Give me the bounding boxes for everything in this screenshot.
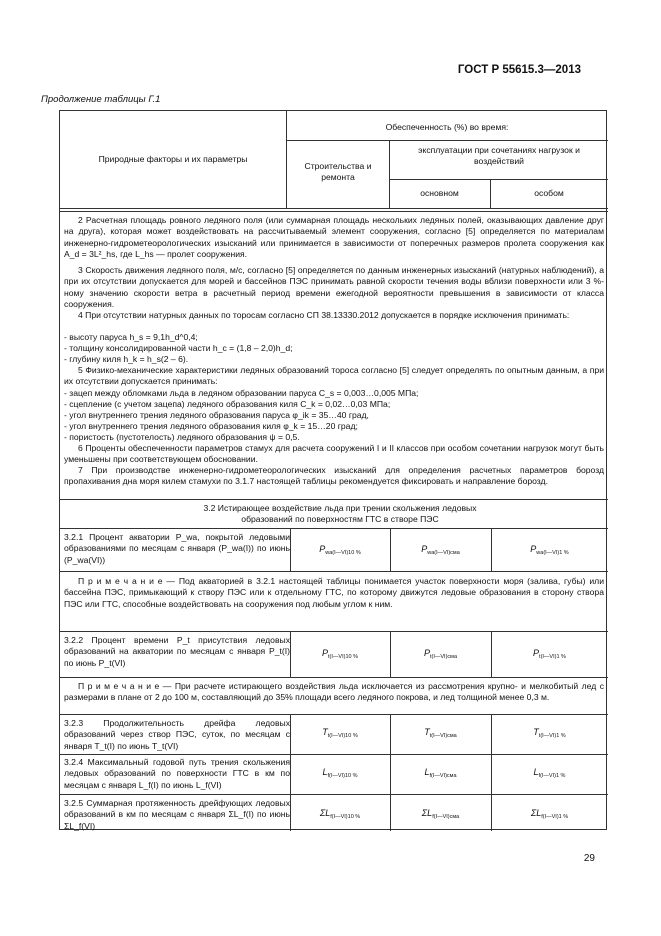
row-label-3-2-3: 3.2.3 Продолжительность дрейфа ледовых образований через створ ПЭС, суток, по месяцам с января T_t(I) по июнь T_t(VI) [64,718,290,751]
row-label-3-2-4: 3.2.4 Максимальный годовой путь трения скольжения ледовых образований по поверхности ГТС в км по месяцам с января L_f(I) по июнь L_f(VI) [64,757,290,790]
header-special: особом [534,188,564,198]
header-probability: Обеспеченность (%) во время: [385,122,509,132]
note-item-3: 3 Скорость движения ледяного поля, м/с, согласно [5] определяется по данным инженерных изысканий (натурных наблюдений), а при их отсутствии допускается для морей и бассейнов ПЭС принимать равной скорости течения воды вблизи поверхности или 3 %-ному значению скорости ветра в расчетный период времени ежегодной вероятности превышения в зависимости от класса сооружения. [64,265,604,309]
note-list-item: - угол внутреннего трения ледяного образования паруса φ_ik = 35…40 град, [64,410,369,420]
row-label-3-2-5: 3.2.5 Суммарная протяженность дрейфующих ледовых образований в км по месяцам с января ΣL_f(I) по июнь ΣL_f(VI) [64,798,290,831]
value-cell: $P_{wa(I—VI)1 \%}$ [530,544,569,556]
row-label-3-2-1: 3.2.1 Процент акватории P_wa, покрытой ледовыми образованиями по месяцам с января (P_wa(I)) по июнь (P_wa(VI)) [64,532,290,565]
value-cell: $P_{wa(I—VI)10 \%}$ [319,544,361,556]
value-cell: $L_{f(I—VI)1 \%}$ [533,767,566,779]
value-cell: $T_{t(I—VI)сма}$ [424,727,457,739]
note-list-item: - зацеп между обломками льда в ледяном образовании паруса C_s = 0,003…0,005 МПа; [64,388,419,398]
value-cell: $P_{t(I—VI)10 \%}$ [322,648,358,660]
row-label-3-2-2: 3.2.2 Процент времени P_t присутствия ледовых образований на акватории по месяцам с января P_t(I) по июнь P_t(VI) [64,635,290,668]
page-number: 29 [583,853,595,864]
document-code: ГОСТ Р 55615.3—2013 [457,64,581,76]
note-item-5: 5 Физико-механические характеристики ледяных образований тороса согласно [5] следует определять по опытным данным, а при их отсутствии допускается принимать: [64,365,604,387]
note-list-item: - угол внутреннего трения ледяного образования киля φ_k = 15…20 град; [64,421,358,431]
table [59,110,607,830]
note-list-item: - глубину киля h_k = h_s(2 – 6). [64,354,189,364]
value-cell: $\Sigma L_{f(I—VI)10 \%}$ [319,808,361,820]
value-cell: $\Sigma L_{f(I—VI)сма}$ [421,808,460,820]
note-list-item: - высоту паруса h_s = 9,1h_d^0,4; [64,332,198,342]
note-list-item: - сцепление (с учетом зацепа) ледяного образования киля C_k = 0,02…0,03 МПа; [64,399,391,409]
value-cell: $P_{wa(I—VI)сма}$ [421,544,460,556]
value-cell: $T_{t(I—VI)10 \%}$ [322,727,358,739]
note-item-6: 6 Проценты обеспеченности параметров стамух для расчета сооружений I и II классов при особом сочетании нагрузок могут быть уменьшены при соответствующем обосновании. [64,443,604,465]
note-3-2-2: П р и м е ч а н и е — При расчете истирающего воздействия льда исключается из рассмотрения крупно- и мелкобитый лед с размерами в плане от 2 до 100 м, составляющий до 35% площади всего ледяного покрова, и лед толщиной менее 0,3 м. [64,681,604,703]
note-3-2-1: П р и м е ч а н и е — Под акваторией в 3.2.1 настоящей таблицы понимается участок поверхности моря (залива, губы) или бассейна ПЭС, примыкающий к створу ПЭС или к отдельному ГТС, по которому движутся ледовые образования в сторону створа ПЭС или ГТС, способные воздействовать на сооружения под любым углом к ним. [64,576,604,609]
note-item-4: 4 При отсутствии натурных данных по торосам согласно СП 38.13330.2012 допускается в порядке исключения принимать: [78,310,570,320]
note-list-item: - пористость (пустотелость) ледяного образования ψ = 0,5. [64,432,300,442]
value-cell: $L_{f(I—VI)10 \%}$ [322,767,358,779]
header-factors: Природные факторы и их параметры [98,154,248,164]
value-cell: $T_{t(I—VI)1 \%}$ [533,727,566,739]
value-cell: $\Sigma L_{f(I—VI)1 \%}$ [530,808,569,820]
header-operation: эксплуатации при сочетаниях нагрузок и воздействий [418,145,580,167]
value-cell: $L_{f(I—VI)сма}$ [424,767,457,779]
value-cell: $P_{t(I—VI)сма}$ [423,648,458,660]
note-item-7: 7 При производстве инженерно-гидрометеорологических изысканий для определения расчетных параметров борозд пропахивания дна моря килем стамухи по 3.1.7 настоящей таблицы рекомендуется фиксировать и направление борозд. [64,465,604,487]
header-construction: Строительства и ремонта [304,161,372,183]
note-item-2: 2 Расчетная площадь ровного ледяного поля (или суммарная площадь нескольких ледяных полей, оказывающих давление друг на друга), которая может воздействовать на рассчитываемый элемент сооружения, согласно [5] определяется по материалам инженерно-гидрометеорологических изысканий или принимается в зависимости от поперечных размеров пролета сооружения как A_d = 3L²_hs, где L_hs — пролет сооружения. [64,215,604,259]
header-basic: основном [420,188,459,198]
value-cell: $P_{t(I—VI)1 \%}$ [533,648,566,660]
table-caption: Продолжение таблицы Г.1 [41,94,161,105]
section-title: 3.2 Истирающее воздействие льда при трении скольжения ледовых образований по поверхностям ГТС в створе ПЭС [203,503,477,525]
note-list-item: - толщину консолидированной части h_c = (1,8 – 2,0)h_d; [64,343,293,353]
